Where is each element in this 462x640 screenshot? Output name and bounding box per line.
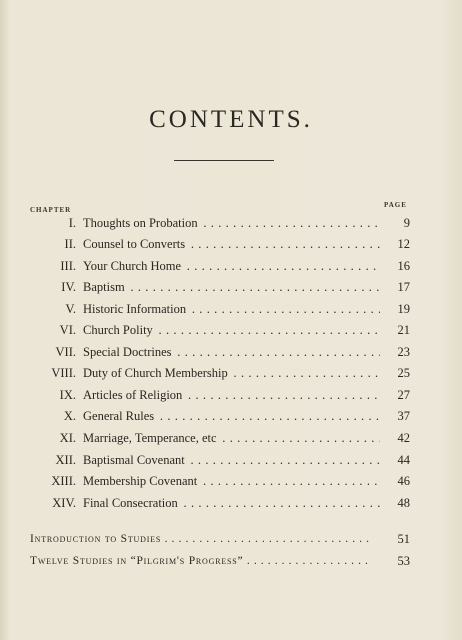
toc-entry[interactable] — [0, 471, 462, 491]
toc-entry[interactable] — [0, 256, 462, 276]
chapter-number: I. — [68, 216, 76, 230]
chapter-number: III. — [60, 259, 76, 273]
toc-entry[interactable] — [0, 342, 462, 362]
chapter-number: XIII. — [51, 474, 76, 488]
page-number: 53 — [397, 554, 410, 568]
chapter-title: Church Polity — [83, 323, 153, 337]
chapter-title-leader — [83, 493, 380, 513]
chapter-number: XIV. — [52, 496, 76, 510]
toc-extra-entry[interactable] — [0, 551, 462, 571]
toc-entry[interactable] — [0, 406, 462, 426]
chapter-title-leader — [83, 406, 380, 426]
chapter-title: Thoughts on Probation — [83, 216, 198, 230]
extra-title-leader — [30, 529, 370, 549]
chapter-number: XI. — [59, 431, 76, 445]
chapter-title: Duty of Church Membership — [83, 366, 228, 380]
chapter-number: VI. — [59, 323, 76, 337]
chapter-title: Special Doctrines — [83, 345, 172, 359]
chapter-title: Articles of Religion — [83, 388, 183, 402]
chapter-number: X. — [63, 409, 76, 423]
page-number: 46 — [397, 474, 410, 488]
toc-entry[interactable] — [0, 493, 462, 513]
chapter-number: XII. — [55, 453, 76, 467]
extra-title: Introduction to Studies — [30, 533, 162, 545]
chapter-title: Baptismal Covenant — [83, 453, 185, 467]
chapter-title: General Rules — [83, 409, 155, 423]
chapter-number: V. — [65, 302, 76, 316]
page-number: 37 — [397, 409, 410, 423]
chapter-number: IV. — [61, 280, 76, 294]
extra-title: Twelve Studies in “Pilgrim's Progress” — [30, 555, 244, 567]
toc-extra-entry[interactable] — [0, 529, 462, 549]
page-number: 17 — [397, 280, 410, 294]
chapter-number: IX. — [59, 388, 76, 402]
toc-entry[interactable] — [0, 428, 462, 448]
chapter-title-leader — [83, 320, 380, 340]
title-rule — [174, 160, 274, 161]
chapter-title-leader — [83, 471, 380, 491]
chapter-title: Your Church Home — [83, 259, 182, 273]
page-number: 51 — [397, 532, 410, 546]
chapter-title-leader — [83, 450, 380, 470]
page-number: 25 — [397, 366, 410, 380]
toc-entry[interactable] — [0, 234, 462, 254]
chapter-title-leader — [83, 342, 380, 362]
page-number: 19 — [397, 302, 410, 316]
chapter-number: VII. — [55, 345, 76, 359]
chapter-title-leader — [83, 363, 380, 383]
page-title: CONTENTS. — [149, 106, 313, 133]
toc-entry[interactable] — [0, 299, 462, 319]
chapter-number: II. — [64, 237, 76, 251]
chapter-title-leader — [83, 385, 380, 405]
chapter-column-header: CHAPTER — [30, 206, 72, 214]
chapter-title: Baptism — [83, 280, 125, 294]
chapter-title-leader — [83, 277, 380, 297]
page-column-header: PAGE — [384, 201, 407, 209]
chapter-title-leader — [83, 234, 380, 254]
chapter-title: Marriage, Temperance, etc — [83, 431, 217, 445]
page-number: 16 — [397, 259, 410, 273]
chapter-title-leader — [83, 428, 380, 448]
toc-entry[interactable] — [0, 385, 462, 405]
toc-entry[interactable] — [0, 450, 462, 470]
chapter-number: VIII. — [51, 366, 76, 380]
page-number: 48 — [397, 496, 410, 510]
toc-entry[interactable] — [0, 320, 462, 340]
extra-title-leader — [30, 551, 370, 571]
toc-entry[interactable] — [0, 363, 462, 383]
chapter-title: Historic Information — [83, 302, 187, 316]
page-number: 23 — [397, 345, 410, 359]
chapter-title: Counsel to Converts — [83, 237, 186, 251]
chapter-title: Final Consecration — [83, 496, 178, 510]
chapter-title: Membership Covenant — [83, 474, 198, 488]
page-number: 42 — [397, 431, 410, 445]
page-number: 27 — [397, 388, 410, 402]
chapter-title-leader — [83, 299, 380, 319]
chapter-title-leader — [83, 213, 380, 233]
chapter-title-leader — [83, 256, 380, 276]
page-number: 12 — [397, 237, 410, 251]
page-number: 21 — [397, 323, 410, 337]
toc-entry[interactable] — [0, 277, 462, 297]
page-number: 9 — [403, 216, 410, 230]
toc-entry[interactable] — [0, 213, 462, 233]
page-number: 44 — [397, 453, 410, 467]
